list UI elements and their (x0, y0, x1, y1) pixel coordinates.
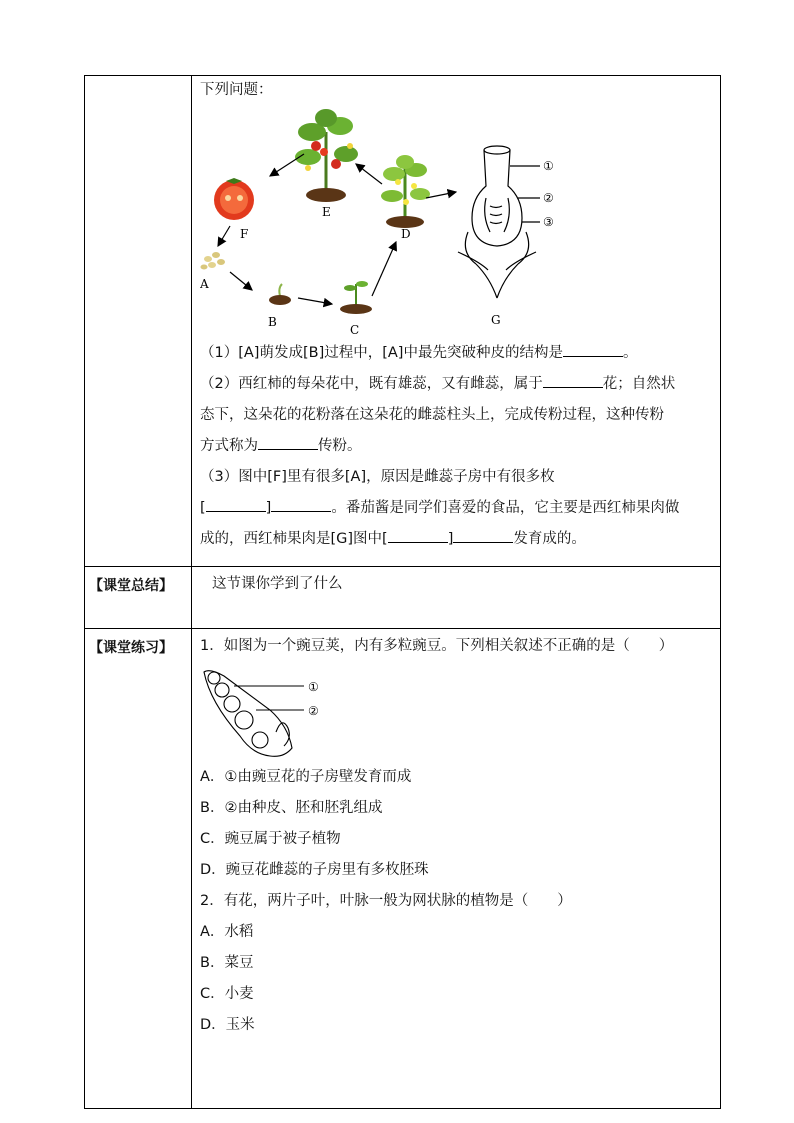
summary-content-cell (192, 567, 721, 629)
tomato-life-cycle-diagram (200, 102, 730, 338)
worksheet-table (84, 75, 721, 1109)
q3-bracket-close-2: ] (447, 531, 454, 547)
q2-text-a: （2）西红柿的每朵花中，既有雄蕊，又有雌蕊，属于 (200, 376, 543, 392)
practice-content-cell (192, 629, 721, 1109)
label-3: ③ (543, 215, 554, 229)
q3-text-d: 发育成的。 (513, 531, 586, 547)
q2-text-d: 传粉。 (318, 438, 362, 454)
practice-q1-option-c[interactable]: C．豌豆属于被子植物 (200, 831, 341, 847)
question-3-line-3 (200, 524, 712, 555)
q3-blank-4[interactable] (453, 528, 513, 543)
practice-q2-stem: 2．有花，两片子叶，叶脉一般为网状脉的植物是（ ） (200, 893, 572, 909)
q2-blank-2[interactable] (258, 435, 318, 450)
q3-bracket-close: ] (265, 500, 272, 516)
label-F: F (240, 227, 249, 241)
label-C: C (350, 323, 360, 337)
q3-bracket-open: [ (200, 500, 206, 516)
flowering-plant-D (381, 155, 430, 228)
question-3-line-1: （3）图中[F]里有很多[A]，原因是雌蕊子房中有很多枚 (200, 469, 555, 485)
label-A: A (200, 277, 209, 291)
pea-pod-figure (200, 666, 340, 760)
q2-blank-1[interactable] (543, 373, 603, 388)
pea-label-2: ② (308, 704, 319, 718)
label-D: D (401, 227, 411, 241)
question-2-line-3 (200, 431, 712, 462)
fruiting-plant-E (295, 109, 358, 202)
cycle-arrows (218, 154, 456, 304)
practice-q2-option-c[interactable]: C．小麦 (200, 986, 254, 1002)
practice-label: 【课堂练习】 (89, 640, 173, 656)
tomato-fruit-F (214, 178, 254, 220)
q2-text-b: 花；自然状 (602, 376, 676, 392)
diagram-row (85, 76, 721, 567)
pea-label-1: ① (308, 680, 319, 694)
summary-row (85, 567, 721, 629)
practice-q1-option-a[interactable]: A．①由豌豆花的子房壁发育而成 (200, 769, 412, 785)
label-E: E (322, 205, 331, 219)
label-1: ① (543, 159, 554, 173)
intro-text: 下列问题： (200, 82, 273, 98)
question-1 (200, 338, 712, 369)
empty-label-cell (85, 76, 192, 567)
summary-label: 【课堂总结】 (89, 578, 173, 594)
practice-q2-option-a[interactable]: A．水稻 (200, 924, 254, 940)
q3-blank-3[interactable] (388, 528, 448, 543)
q3-text-b: 。番茄酱是同学们喜爱的食品，它主要是西红柿果肉做 (331, 500, 680, 516)
practice-label-cell (85, 629, 192, 1109)
label-G: G (491, 313, 501, 327)
seedling-C (340, 281, 372, 314)
seeds-A (201, 252, 226, 270)
q3-blank-1[interactable] (206, 497, 266, 512)
practice-row (85, 629, 721, 1109)
germinating-seed-B (269, 284, 291, 305)
question-3-line-2 (200, 493, 712, 524)
q1-text: （1）[A]萌发成[B]过程中，[A]中最先突破种皮的结构是 (200, 345, 563, 361)
practice-q1-option-b[interactable]: B．②由种皮、胚和胚乳组成 (200, 800, 383, 816)
q3-text-c: 成的，西红柿果肉是[G]图中[ (200, 531, 388, 547)
practice-q1-option-d[interactable]: D．豌豆花雌蕊的子房里有多枚胚珠 (200, 862, 429, 878)
practice-q2-option-b[interactable]: B．菜豆 (200, 955, 254, 971)
question-2-line-2: 态下，这朵花的花粉落在这朵花的雌蕊柱头上，完成传粉过程，这种传粉 (200, 407, 664, 423)
practice-q1-stem: 1．如图为一个豌豆荚，内有多粒豌豆。下列相关叙述不正确的是（ ） (200, 638, 674, 654)
practice-q2-option-d[interactable]: D．玉米 (200, 1017, 255, 1033)
summary-text: 这节课你学到了什么 (212, 576, 343, 592)
question-2-line-1 (200, 369, 712, 400)
q1-blank[interactable] (563, 342, 623, 357)
summary-label-cell (85, 567, 192, 629)
diagram-content-cell (192, 76, 721, 567)
q3-blank-2[interactable] (271, 497, 331, 512)
pistil-diagram-G (458, 146, 540, 298)
label-B: B (268, 315, 277, 329)
q1-end: 。 (622, 345, 638, 361)
q2-text-c: 方式称为 (200, 438, 258, 454)
label-2: ② (543, 191, 554, 205)
